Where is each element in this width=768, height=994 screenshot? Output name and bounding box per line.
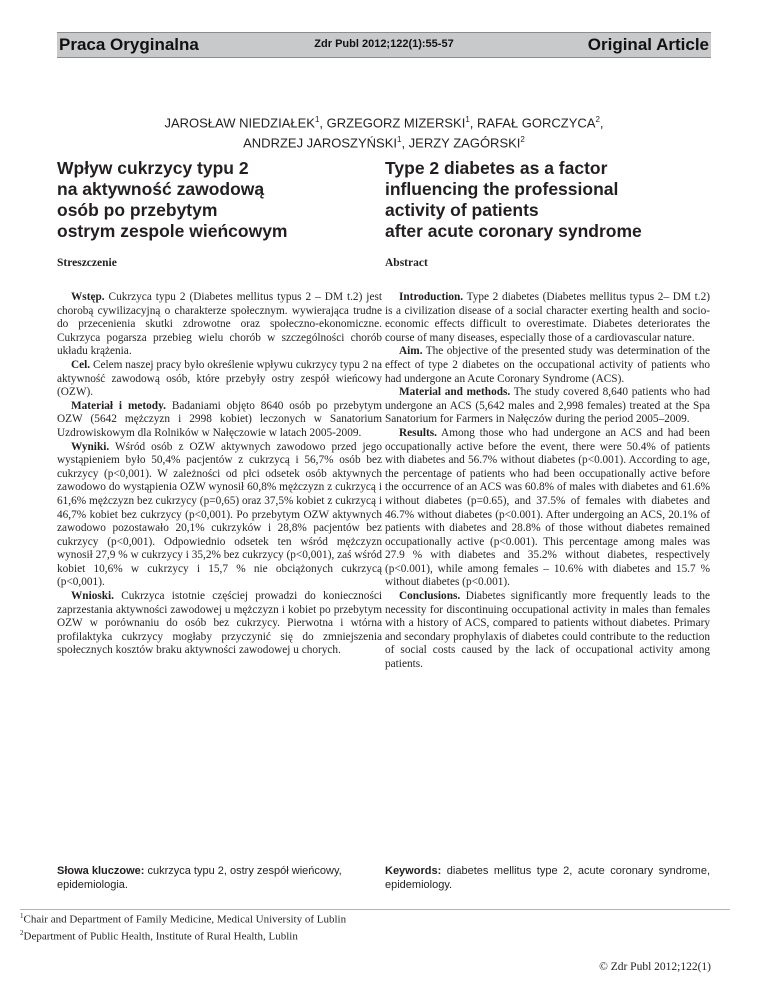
paragraph-heading: Material and methods. [399,386,511,399]
abstract-english [385,291,710,672]
paragraph-text: Badaniami objęto 8640 osób po przebytym OZW (5642 mężczyzn i 2998 kobiet) leczonych w Sanatorium Uzdrowiskowym dla Rolników w Nałęczowie w latach 2005-2009. [57,399,382,439]
author-affil-ref: 1 [396,135,402,145]
paragraph-heading: Results. [399,426,437,439]
abstract-paragraph [385,590,710,672]
author-separator: , [401,135,409,151]
keywords-english [385,864,710,892]
affiliations [20,910,720,943]
article-type-english: Original Article [587,35,709,54]
abstract-paragraph [57,590,382,658]
paragraph-text: The study covered 8,640 patients who had undergone an ACS (5,642 males and 2,998 females) treated at the Spa Sanatorium for Farmers in Nałęczów during the period 2005–2009. [385,386,710,426]
abstract-polish [57,291,382,658]
affiliation-line [20,927,720,944]
affiliation-number: 1 [20,912,24,920]
affiliation-text: Department of Public Health, Institute of Rural Health, Lublin [23,930,298,943]
paragraph-heading: Wstęp. [71,291,105,303]
title-line: activity of patients [385,200,539,220]
title-line: ostrym zespole wieńcowym [57,221,288,241]
author-affil-ref: 1 [314,115,320,124]
abstract-paragraph [385,345,710,386]
author-separator: , [319,115,327,131]
title-polish [57,158,382,242]
title-line: Type 2 diabetes as a factor [385,158,608,178]
keywords-text: diabetes mellitus type 2, acute coronary syndrome, epidemiology. [385,865,710,891]
paragraph-heading: Cel. [71,358,91,371]
author-affil-ref: 2 [520,135,525,145]
paragraph-text: Diabetes significantly more frequently leads to the necessity for discontinuing occupational activity in males than females with a history of ACS, compared to patients without diabetes. Primary and secondary prophylaxis of diabetes could contribute to the reduction of social costs caused by the lack of occupational activity among patients. [385,590,710,671]
author-line-2 [57,131,711,151]
affiliation-text: Chair and Department of Family Medicine, Medical University of Lublin [23,913,347,926]
abstract-label-english: Abstract [385,257,428,269]
author-affil-ref: 2 [595,115,600,124]
paragraph-text: Type 2 diabetes (Diabetes mellitus typus 2– DM t.2) is a civilization disease of a social character exerting health and socio-economic effects difficult to overestimate. Diabetes deteriorates the course of many diseases, especially those of a cardiovascular nature. [385,291,710,344]
paragraph-text: The objective of the presented study was determination of the effect of type 2 diabetes on the occupational activity of patients who had undergone an Acute Coronary Syndrome (ACS). [385,345,710,385]
title-line: osób po przebytym [57,200,218,220]
affiliation-line [20,910,720,927]
journal-citation: Zdr Publ 2012;122(1):55-57 [314,38,454,50]
paragraph-heading: Wnioski. [71,590,115,603]
author-name: GRZEGORZ MIZERSKI [326,115,466,131]
keywords-text: cukrzyca typu 2, ostry zespół wieńcowy, epidemiologia. [57,865,342,891]
author-affil-ref: 1 [465,115,470,124]
paragraph-text: Among those who had undergone an ACS and had been occupationally active before the event, there were 50.4% of patients with diabetes and 56.7% without diabetes (p<0.001). According to age, the percentage of patients who had been occupationally active before the occurrence of an ACS was 60.8% of males with diabetes and 61.6% without diabetes (p=0.65), and 37.5% of females with diabetes and 46.7% without diabetes (p<0.001). After undergoing an ACS, 20.1% of patients with diabetes and 28.8% of those without diabetes remained occupationally active (p<0.001). This percentage among males was 27.9 % with diabetes and 35.2% without diabetes, respectively (p<0.001), while among females – 10.6% with diabetes and 15.7 % without diabetes (p<0.001). [385,426,710,589]
title-line: after acute coronary syndrome [385,221,642,241]
title-line: na aktywność zawodową [57,179,265,199]
journal-header-bar [57,32,711,58]
paragraph-heading: Conclusions. [399,590,461,603]
abstract-paragraph [385,386,710,427]
paragraph-text: Cukrzyca istotnie częściej prowadzi do konieczności zaprzestania aktywności zawodowej u mężczyzn i kobiet po przebytym OZW w porównaniu do osób bez cukrzycy. Pierwotna i wtórna profilaktyka cukrzycy mogłaby przyczynić się do zmniejszenia społecznych kosztów braku aktywności zawodowej u chorych. [57,590,382,657]
abstract-paragraph [385,291,710,345]
title-line: influencing the professional [385,179,619,199]
title-english [385,158,710,242]
paragraph-heading: Materiał i metody. [71,399,166,412]
abstract-paragraph [57,441,382,591]
author-list [57,111,711,152]
abstract-paragraph [57,359,382,400]
title-line: Wpływ cukrzycy typu 2 [57,158,249,178]
paragraph-text: Cukrzyca typu 2 (Diabetes mellitus typus 2 – DM t.2) jest chorobą cywilizacyjną o charakterze społecznym. wywierająca trudne do przecenienia skutki zdrowotne oraz społeczno-ekonomiczne. Cukrzyca pogarsza przebieg wielu chorób w szczególności chorób układu krążenia. [57,291,382,358]
abstract-paragraph [385,427,710,590]
paragraph-heading: Introduction. [399,291,464,303]
affiliation-number: 2 [20,928,24,937]
paragraph-text: Wśród osób z OZW aktywnych zawodowo przed jego wystąpieniem było 50,4% pacjentów z cukrzycą i 56,7% osób bez cukrzycy (p<0,001). W zależności od płci odsetek osób aktywnych zawodowo do wystąpienia OZW wynosił 60,8% mężczyzn z cukrzycą i 61,6% mężczyzn bez cukrzycy (p=0,65) oraz 37,5% kobiet z cukrzycą i 46,7% kobiet bez cukrzycy (p<0,001). Po przebytym OZW aktywnych zawodowo pozostawało 20,1% cukrzyków i 28,8% pacjentów bez cukrzycy (p<0,001). Odpowiednio odsetek ten wśród mężczyzn wynosił 27,9 % w cukrzycy i 35,2% bez cukrzycy (p<0,001), zaś wśród kobiet 10,6% w cukrzycy i 15,7 % nie obciążonych cukrzycą (p<0,001). [57,440,382,589]
abstract-label-polish: Streszczenie [57,257,117,269]
author-name: JERZY ZAGÓRSKI [408,135,521,151]
paragraph-heading: Aim. [399,345,423,358]
keywords-polish [57,864,382,892]
author-name: JAROSŁAW NIEDZIAŁEK [164,115,315,131]
article-type-polish: Praca Oryginalna [59,35,199,54]
author-separator: , [599,115,604,131]
paragraph-heading: Wyniki. [71,440,110,453]
copyright-footer: © Zdr Publ 2012;122(1) [599,961,711,973]
author-name: RAFAŁ GORCZYCA [477,115,596,131]
abstract-paragraph [57,400,382,441]
keywords-label: Keywords: [385,865,442,877]
keywords-label: Słowa kluczowe: [57,865,145,877]
author-line-1 [57,111,711,131]
paragraph-text: Celem naszej pracy było określenie wpływu cukrzycy typu 2 na aktywność zawodową osób, które przebyły ostry zespół wieńcowy (OZW). [57,358,382,399]
abstract-paragraph [57,291,382,359]
author-separator: , [469,115,477,131]
author-name: ANDRZEJ JAROSZYŃSKI [243,135,397,151]
